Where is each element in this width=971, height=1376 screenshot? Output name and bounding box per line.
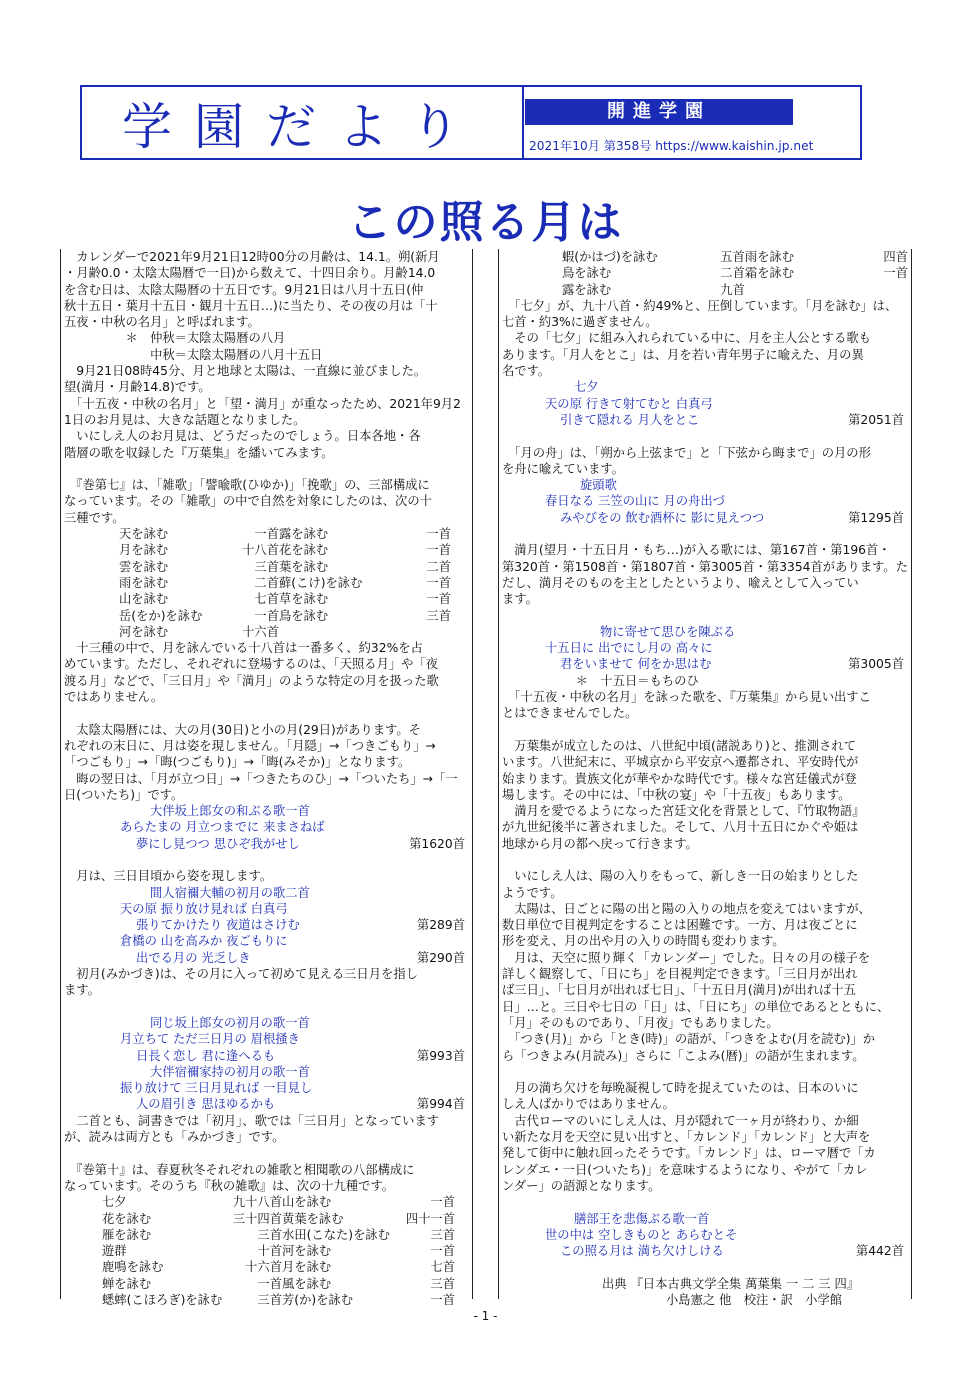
poem-title: 間人宿禰大輔の初月の歌二首 (150, 885, 310, 900)
category-cell: 雁を詠む (102, 1227, 152, 1242)
poem-title: 七夕 (574, 380, 599, 395)
paragraph-line: 名です。 (502, 364, 551, 379)
table-row (64, 542, 469, 558)
paragraph-line: いにしえ人のお月見は、どうだったのでしょう。日本各地・各 (64, 429, 421, 444)
category-cell: 山を詠む (119, 592, 169, 607)
paragraph-line: 三種です。 (64, 510, 125, 525)
note-line: ＊ 十五日＝もちのひ (502, 673, 699, 688)
count-cell: 十八首 (242, 543, 279, 558)
paragraph-line: 秋十五日・葉月十五日・観月十五日…)に当たり、その夜の月は「十 (64, 298, 438, 313)
paragraph-line: ンダー」の語源となります。 (502, 1178, 661, 1193)
table-row (64, 575, 469, 591)
count-cell: 九十八首 (232, 1195, 282, 1210)
count-cell: 十六首 (242, 624, 279, 639)
count-cell: 十六首 (245, 1260, 282, 1275)
paragraph-line: ら「つきよみ(月読み)」さらに「こよみ(暦)」の語が生まれます。 (502, 1048, 865, 1063)
paragraph-line: 数日単位で目視判定をすることは困難です。一方、月は夜ごとに (502, 918, 858, 933)
poem-line: 天の原 行きて射てむと 白真弓 (545, 396, 713, 411)
school-name: 開進学園 (525, 99, 793, 125)
category-cell: 雲を詠む (119, 559, 169, 574)
paragraph-line: 七首・約3%に過ぎません。 (502, 315, 658, 330)
paragraph-line: 『巻第十』は、春夏秋冬それぞれの雑歌と相聞歌の八部構成に (64, 1162, 415, 1177)
table-row (502, 282, 908, 298)
poem-title: 膳部王を悲傷ぶる歌一首 (574, 1211, 710, 1226)
poem-number: 第1295首 (848, 510, 904, 525)
spacer (64, 999, 469, 1015)
paragraph-line: 始まります。貴族文化が華やかな時代です。様々な宮廷儀式が登 (502, 771, 857, 786)
count-cell: 五首 (720, 250, 745, 264)
poem-line: 振り放けて 三日月見れば 一目見し (120, 1081, 313, 1096)
paragraph-line: 月は、天空に照り輝く「カレンダー」でした。日々の月の様子を (502, 950, 871, 965)
paragraph-line: カレンダーで2021年9月21日12時00分の月齢は、14.1。朔(新月 (64, 250, 440, 264)
poem-line-row (64, 950, 469, 966)
category-cell: 月を詠む (282, 1260, 332, 1275)
headline: この照る月は (347, 197, 624, 248)
spacer (502, 608, 908, 624)
paragraph-line: 「つごもり」→「晦(つごもり)」→「晦(みそか)」となります。 (64, 755, 411, 770)
issue-info: 2021年10月 第358号 https://www.kaishin.jp.net (529, 139, 814, 153)
paragraph-line: 初月(みかづき)は、その月に入って初めて見える三日月を指し (64, 967, 418, 982)
count-cell: 十首 (257, 1244, 282, 1259)
table-row (64, 559, 469, 575)
spacer (502, 428, 908, 444)
paragraph-line: 満月を愛でるようになった宮廷文化を背景として、『竹取物語』 (502, 804, 865, 819)
paragraph-line: 月の満ち欠けを毎晩凝視して時を捉えていたのは、日本のいに (502, 1081, 859, 1096)
category-cell: 黄葉を詠む (282, 1211, 344, 1226)
paragraph-line: レンダエ・一日(ついたち)」を意味するようになり、やがて「カレ (502, 1162, 868, 1177)
paragraph-line: 「七夕」が、九十八首・約49%と、圧倒しています。「月を詠む」は、 (502, 298, 898, 313)
count-cell (854, 282, 908, 298)
category-cell: 天を詠む (119, 527, 169, 542)
poem-line: 日長く恋し 君に逢へるも (136, 1048, 276, 1063)
paragraph-line: 中秋＝太陰太陽暦の八月十五日 (64, 347, 323, 362)
poem-line: 出でる月の 光乏しき (136, 950, 251, 965)
paragraph-line: 詳しく観察して、「日にち」を目視判定できます。「三日月が出れ (502, 967, 858, 982)
count-cell: 二首 (720, 266, 745, 281)
category-cell: 蟋蟀(こほろぎ)を詠む (102, 1293, 223, 1307)
count-cell: 三十四首 (232, 1211, 282, 1226)
count-cell: 一首 (430, 1293, 455, 1307)
poem-line-row (502, 656, 908, 672)
page-number: - 1 - (473, 1309, 498, 1323)
category-cell: 岳(をか)を詠む (119, 608, 203, 623)
newsletter-title: 学園だより (82, 87, 524, 158)
poem-number: 第3005首 (848, 657, 904, 672)
table-row (64, 1194, 469, 1210)
poem-title: 大伴宿禰家持の初月の歌一首 (150, 1064, 310, 1079)
paragraph-line: とはできませんでした。 (502, 706, 638, 721)
poem-title: 同じ坂上郎女の初月の歌一首 (150, 1015, 310, 1030)
count-cell: 七首 (430, 1260, 455, 1275)
spacer (64, 705, 469, 721)
category-cell: 水田(こなた)を詠む (282, 1227, 390, 1242)
category-cell: 芳(か)を詠む (282, 1293, 354, 1307)
table-row (64, 608, 469, 624)
paragraph-line: い新たな月を天空に見い出すと、「カレンド」「カレンド」と大声を (502, 1130, 871, 1145)
category-cell: 山を詠む (282, 1195, 332, 1210)
paragraph-line: 晦の翌日は、「月が立つ日」→「つきたちのひ」→「ついたち」→「一 (64, 771, 458, 786)
paragraph-line: れぞれの末日に、月は姿を現しません。「月隠」→「つきごもり」→ (64, 738, 436, 753)
poem-line-row (64, 1048, 469, 1064)
paragraph-line: ＊ 仲秋＝太陰太陽暦の八月 (64, 331, 286, 346)
poem-line: 春日なる 三笠の山に 月の舟出づ (545, 494, 725, 509)
paragraph-line: 「十五夜・中秋の名月」と「望・満月」が重なったため、2021年9月2 (64, 396, 461, 411)
count-cell: 一首 (426, 575, 451, 590)
spacer (502, 722, 908, 738)
category-cell: 霜を詠む (744, 266, 795, 281)
table-row (64, 1276, 469, 1292)
count-cell: 二首 (426, 559, 451, 574)
count-cell: 二首 (254, 575, 279, 590)
paragraph-line: 月は、三日目頃から姿を現します。 (64, 869, 273, 884)
count-cell: 三首 (257, 1227, 282, 1242)
count-cell: 一首 (426, 592, 451, 607)
spacer (64, 461, 469, 477)
category-cell: 河を詠む (119, 624, 169, 639)
poem-line: 張りてかけたり 夜道はさけむ (136, 918, 300, 933)
poem-line: あらたまの 月立つまでに 来まさねば (120, 820, 325, 835)
paragraph-line: 地球から月の都へ戻って行きます。 (502, 836, 698, 851)
paragraph-line: 五夜・中秋の名月」と呼ばれます。 (64, 315, 260, 330)
poem-number: 第2051首 (848, 412, 904, 427)
poem-line: 十五日に 出でにし月の 高々に (545, 641, 713, 656)
table-row (64, 526, 469, 542)
table-row (502, 265, 908, 281)
count-cell: 一首 (883, 266, 908, 281)
paragraph-line: だし、満月そのものを主としたというより、喩えとして入ってい (502, 575, 859, 590)
paragraph-line: ば三日」、「七日月が出れば七日」、「十五日月(満月)が出れば十五 (502, 983, 856, 998)
poem-number: 第442首 (855, 1244, 904, 1259)
poem-line: みやびをの 飲む酒杯に 影に見えつつ (560, 510, 765, 525)
category-cell: 雨を詠む (744, 250, 795, 264)
paragraph-line: 万葉集が成立したのは、八世紀中頃(諸説あり)と、推測されて (502, 738, 856, 753)
category-cell: 七夕 (102, 1195, 127, 1210)
paragraph-line: 形を変え、月の出や月の入りの時間も変わります。 (502, 934, 785, 949)
category-cell: 鳥を詠む (279, 608, 329, 623)
paragraph-line: 「月の舟」は、「朔から上弦まで」と「下弦から晦まで」の月の形 (502, 445, 871, 460)
spacer (502, 526, 908, 542)
paragraph-line: なっています。その「雑歌」の中で自然を対象にしたのは、次の十 (64, 494, 432, 509)
poem-line-row (64, 836, 469, 852)
poem-number: 第1620首 (409, 836, 465, 851)
poem-line: この照る月は 満ち欠けしける (560, 1244, 724, 1259)
spacer (502, 1064, 908, 1080)
poem-line-row (502, 412, 908, 428)
count-cell (399, 624, 451, 640)
paragraph-line: 第320首・第1508首・第1807首・第3005首・第3354首があります。た (502, 559, 908, 574)
category-cell (279, 624, 399, 640)
poem-line: 月立ちて ただ三日月の 眉根掻き (120, 1032, 300, 1047)
poem-number: 第993首 (416, 1048, 465, 1063)
paragraph-line: 1日のお月見は、大きな話題となりました。 (64, 412, 306, 427)
table-row (502, 249, 908, 265)
spacer (502, 1194, 908, 1210)
category-cell: 蝉を詠む (102, 1276, 152, 1291)
category-cell: 花を詠む (279, 543, 329, 558)
paragraph-line: 「つき(月)」から「とき(時)」の語が、「つきをよむ(月を読む)」か (502, 1032, 876, 1047)
poem-line: 人の眉引き 思ほゆるかも (136, 1097, 276, 1112)
category-cell: 露を詠む (279, 527, 329, 542)
paragraph-line: ます。 (64, 983, 100, 998)
paragraph-line: ではありません。 (64, 690, 164, 705)
poem-line: 夢にし見つつ 思ひぞ我がせし (136, 836, 300, 851)
count-cell: 三首 (426, 608, 451, 623)
category-cell: 花を詠む (102, 1211, 152, 1226)
poem-title: 旋頭歌 (580, 478, 617, 493)
category-cell: 葉を詠む (279, 559, 329, 574)
paragraph-line: ます。 (502, 592, 538, 607)
paragraph-line: あります。「月人をとこ」は、月を若い青年男子に喩えた、月の異 (502, 347, 864, 362)
count-cell: 三首 (257, 1293, 282, 1307)
paragraph-line: 日(ついたち)」です。 (64, 787, 184, 802)
count-cell: 三首 (430, 1276, 455, 1291)
source-line: 出典 『日本古典文学全集 萬葉集 一 二 三 四』 (602, 1276, 860, 1291)
count-cell: 一首 (254, 608, 279, 623)
paragraph-line: 十三種の中で、月を詠んでいる十八首は一番多く、約32%を占 (64, 641, 423, 656)
category-cell: 月を詠む (119, 543, 169, 558)
table-row (64, 1211, 469, 1227)
poem-title: 大伴坂上郎女の和ぶる歌一首 (150, 804, 310, 819)
table-row (64, 624, 469, 640)
poem-number: 第289首 (416, 918, 465, 933)
table-row (64, 591, 469, 607)
paragraph-line: 二首とも、詞書きでは「初月」、歌では「三日月」となっています (64, 1113, 440, 1128)
count-cell: 一首 (430, 1244, 455, 1259)
category-cell: 蝦(かはづ)を詠む (562, 250, 658, 264)
paragraph-line: 場します。その中には、「中秋の宴」や「十五夜」もあります。 (502, 787, 851, 802)
spacer (502, 1259, 908, 1275)
count-cell: 一首 (254, 527, 279, 542)
paragraph-line: 『巻第七』は、「雑歌」「譬喩歌(ひゆか)」「挽歌」の、三部構成に (64, 478, 430, 493)
paragraph-line: 太陰太陽暦には、大の月(30日)と小の月(29日)があります。そ (64, 722, 421, 737)
count-cell: 一首 (426, 543, 451, 558)
table-row (64, 1292, 469, 1308)
poem-line: 倉橋の 山を高みか 夜ごもりに (120, 934, 288, 949)
count-cell: 一首 (430, 1195, 455, 1210)
paragraph-line: 階層の歌を収録した『万葉集』を繙いてみます。 (64, 445, 334, 460)
right-column (498, 249, 912, 1307)
source-line: 小島憲之 他 校注・訳 小学館 (666, 1293, 843, 1307)
poem-line: 引きて隠れる 月人をとこ (560, 412, 700, 427)
paragraph-line: を舟に喩えています。 (502, 461, 624, 476)
paragraph-line: 日」…と。三日や七日の「日」は、「日にち」の単位であるとともに、 (502, 999, 890, 1014)
count-cell: 一首 (426, 527, 451, 542)
paragraph-line: 太陽は、日ごとに陽の出と陽の入りの地点を変えてはいますが、 (502, 901, 871, 916)
poem-line: 世の中は 空しきものと あらむとそ (545, 1227, 738, 1242)
spacer (64, 852, 469, 868)
poem-line-row (502, 1243, 908, 1259)
paragraph-line: が九世紀後半に著されました。そして、八月十五日にかぐや姫は (502, 820, 859, 835)
paragraph-line: います。八世紀末に、平城京から平安京へ遷都され、平安時代が (502, 755, 859, 770)
count-cell: 九首 (720, 282, 745, 297)
paragraph-line: を含む日は、太陰太陽暦の十五日です。9月21日は八月十五日(仲 (64, 282, 424, 297)
paragraph-line: 渡る月」などで、「三日月」や「満月」のような特定の月を扱った歌 (64, 673, 439, 688)
paragraph-line: めています。ただし、それぞれに登場するのは、「天照る月」や「夜 (64, 657, 439, 672)
paragraph-line: ・月齢0.0・太陰太陽暦で一日)から数えて、十四日余り。月齢14.0 (64, 266, 436, 281)
spacer (502, 852, 908, 868)
poem-title: 物に寄せて思ひを陳ぶる (600, 624, 736, 639)
left-column (60, 249, 473, 1307)
category-cell: 河を詠む (282, 1244, 332, 1259)
table-row (64, 1259, 469, 1275)
category-cell: 風を詠む (282, 1276, 332, 1291)
paragraph-line: が、読みは両方とも「みかづき」です。 (64, 1130, 285, 1145)
count-cell: 三首 (430, 1227, 455, 1242)
paragraph-line: 「十五夜・中秋の名月」を詠った歌を、『万葉集』から見い出すこ (502, 690, 871, 705)
paragraph-line: いにしえ人は、陽の入りをもって、新しき一日の始まりとした (502, 869, 859, 884)
count-cell: 四十一首 (405, 1211, 455, 1226)
category-cell: 草を詠む (279, 592, 329, 607)
paragraph-line: 「月」そのものであり、「月夜」でもありました。 (502, 1015, 779, 1030)
poem-line: 天の原 振り放け見れば 白真弓 (120, 901, 288, 916)
count-cell: 三首 (254, 559, 279, 574)
count-cell: 一首 (257, 1276, 282, 1291)
poem-line-row (64, 917, 469, 933)
category-cell: 露を詠む (562, 282, 612, 297)
paragraph-line: 満月(望月・十五日月・もち…)が入る歌には、第167首・第196首・ (502, 543, 891, 558)
poem-line: 君をいませて 何をか思はむ (560, 657, 712, 672)
category-cell: 鳥を詠む (562, 266, 612, 281)
paragraph-line: 古代ローマのいにしえ人は、月が隠れて一ヶ月が終わり、か細 (502, 1113, 859, 1128)
category-cell (745, 282, 854, 298)
paragraph-line: ようです。 (502, 885, 563, 900)
category-cell: 雨を詠む (119, 575, 169, 590)
category-cell: 蘚(こけ)を詠む (279, 575, 363, 590)
paragraph-line: 9月21日08時45分、月と地球と太陽は、一直線に並びました。 (64, 364, 427, 379)
category-cell: 鹿鳴を詠む (102, 1260, 164, 1275)
category-cell: 遊群 (102, 1244, 127, 1259)
count-cell: 七首 (254, 592, 279, 607)
poem-number: 第994首 (416, 1097, 465, 1112)
paragraph-line: なっています。そのうち『秋の雑歌』は、次の十九種です。 (64, 1178, 395, 1193)
poem-line-row (502, 510, 908, 526)
poem-number: 第290首 (416, 950, 465, 965)
table-row (64, 1227, 469, 1243)
paragraph-line: 発して街中に触れ回ったそうです。「カレンド」は、ローマ暦で「カ (502, 1146, 876, 1161)
paragraph-line: その「七夕」に組み入れられている中に、月を主人公とする歌も (502, 331, 871, 346)
paragraph-line: 望(満月・月齢14.8)です。 (64, 380, 211, 395)
table-row (64, 1243, 469, 1259)
spacer (64, 1145, 469, 1161)
poem-line-row (64, 1096, 469, 1112)
paragraph-line: しえ人ばかりではありません。 (502, 1097, 675, 1112)
count-cell: 四首 (883, 250, 908, 264)
